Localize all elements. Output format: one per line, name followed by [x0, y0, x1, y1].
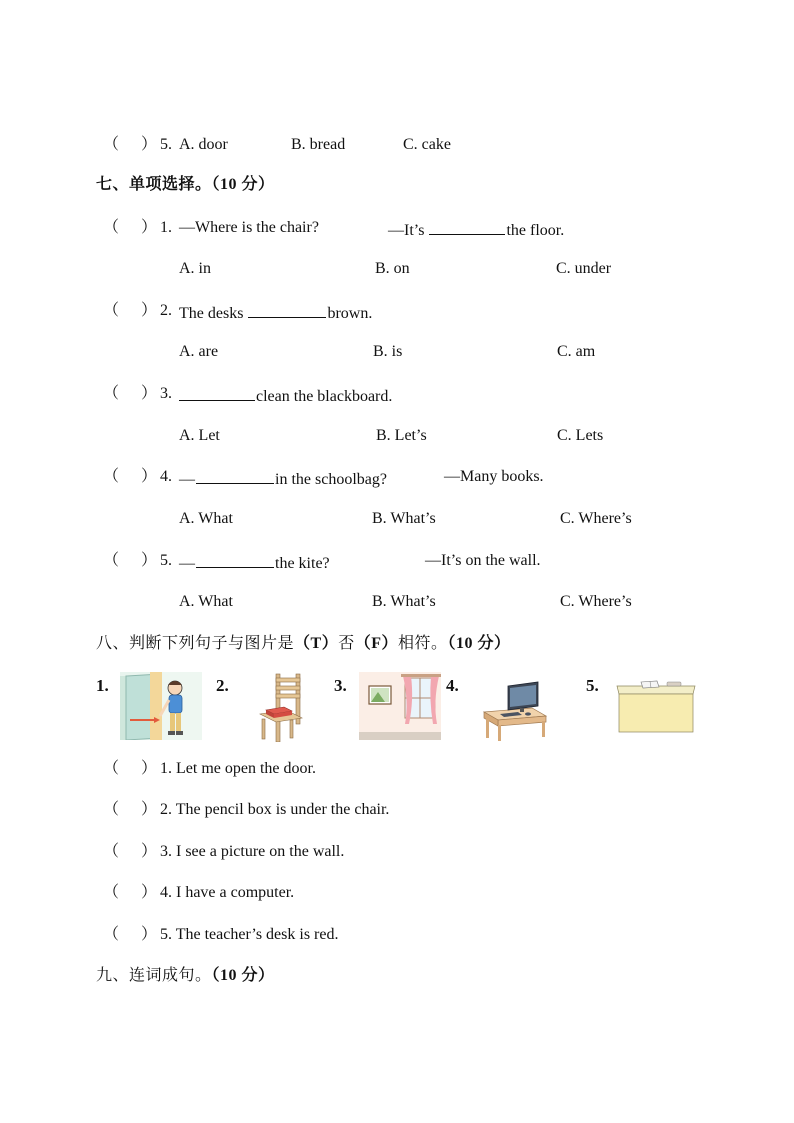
paren-open: （: [103, 843, 120, 860]
question-number: 2.: [160, 302, 172, 319]
option-b: B. on: [375, 260, 410, 277]
paren-open: （: [103, 760, 120, 777]
wall-picture: [359, 672, 441, 740]
item-text: Let me open the door.: [176, 760, 316, 777]
door-picture: [120, 672, 202, 740]
answer-text: [388, 218, 564, 241]
question-text: [179, 301, 372, 324]
option-c: C. Lets: [557, 427, 604, 444]
item-number: 4.: [160, 884, 172, 901]
option-a: A. What: [179, 593, 233, 610]
answer-text: —It’s on the wall.: [425, 552, 541, 569]
dash: —: [179, 471, 195, 488]
paren-close: ）: [141, 926, 158, 943]
question-number: 4.: [160, 468, 172, 485]
option-a: A. door: [179, 136, 228, 153]
question-suffix: clean the blackboard.: [256, 388, 393, 405]
section-9-title: 九、连词成句。: [96, 967, 212, 984]
item-number: 5.: [160, 926, 172, 943]
option-b: B. What’s: [372, 510, 436, 527]
question-text: —Where is the chair?: [179, 219, 319, 236]
question-suffix: in the schoolbag?: [275, 471, 387, 488]
answer-text: —Many books.: [444, 468, 544, 485]
item-text: The pencil box is under the chair.: [175, 801, 390, 818]
section-8-tail: 相符。: [398, 635, 448, 652]
dash: —: [179, 555, 195, 572]
option-c: C. Where’s: [560, 510, 632, 527]
answer-blank: [196, 467, 274, 484]
picture-number: 2.: [216, 676, 229, 695]
question-text: [179, 467, 387, 490]
item-text: I have a computer.: [176, 884, 295, 901]
option-c: C. under: [556, 260, 612, 277]
item-text: The teacher’s desk is red.: [175, 926, 339, 943]
paren-close: ）: [141, 843, 158, 860]
paren-close: ）: [141, 552, 158, 569]
picture-number: 4.: [446, 676, 459, 695]
paren-open: （: [103, 385, 120, 402]
option-a: A. Let: [179, 427, 220, 444]
item-number: 2.: [160, 801, 172, 818]
paren-open: （: [103, 219, 120, 236]
paren-close: ）: [141, 884, 158, 901]
answer-prefix: —It’s: [388, 222, 425, 239]
section-7-score: （10 分）: [211, 176, 275, 193]
judge-item: [160, 759, 316, 779]
option-a: A. are: [179, 343, 219, 360]
question-number: 5.: [160, 136, 172, 153]
question-prefix: The desks: [179, 305, 244, 322]
section-8-score: （10 分）: [447, 635, 511, 652]
judge-item: [160, 925, 338, 945]
question-row: [103, 135, 119, 155]
question-text: [179, 551, 330, 574]
paren-close: ）: [141, 136, 158, 153]
paren-open: （: [103, 884, 120, 901]
paren-open: （: [103, 801, 120, 818]
question-suffix: brown.: [327, 305, 373, 322]
section-8-title: 八、判断下列句子与图片是: [96, 635, 295, 652]
item-number: 1.: [160, 760, 172, 777]
option-b: B. What’s: [372, 593, 436, 610]
judge-item: [160, 800, 389, 820]
paren-close: ）: [141, 219, 158, 236]
section-9-heading: [96, 966, 275, 986]
question-suffix: the kite?: [275, 555, 330, 572]
question-text: [179, 384, 392, 407]
question-number: 5.: [160, 552, 172, 569]
paren-open: （: [103, 552, 120, 569]
option-b: B. bread: [291, 136, 346, 153]
item-text: I see a picture on the wall.: [176, 843, 345, 860]
chair-picture: [256, 672, 306, 742]
answer-suffix: the floor.: [506, 222, 565, 239]
option-c: C. am: [557, 343, 596, 360]
judge-item: [160, 883, 294, 903]
answer-blank: [429, 218, 505, 235]
picture-number: 1.: [96, 676, 109, 695]
section-7-heading: [96, 175, 275, 195]
paren-close: ）: [141, 468, 158, 485]
answer-blank: [196, 551, 274, 568]
paren-close: ）: [141, 760, 158, 777]
option-c: C. cake: [403, 136, 451, 153]
picture-number: 3.: [334, 676, 347, 695]
true-mark: （T）: [294, 635, 339, 652]
paren-open: （: [103, 302, 120, 319]
false-mark: （F）: [354, 635, 398, 652]
option-b: B. is: [373, 343, 403, 360]
paren-open: （: [103, 468, 120, 485]
question-number: 3.: [160, 385, 172, 402]
section-9-score: （10 分）: [211, 967, 275, 984]
option-a: A. What: [179, 510, 233, 527]
paren-close: ）: [141, 385, 158, 402]
picture-number: 5.: [586, 676, 599, 695]
paren-open: （: [103, 136, 120, 153]
computer-picture: [482, 672, 548, 742]
option-b: B. Let’s: [376, 427, 427, 444]
question-number: 1.: [160, 219, 172, 236]
or-word: 否: [338, 635, 355, 652]
section-8-heading: [96, 634, 511, 654]
judge-item: [160, 842, 344, 862]
item-number: 3.: [160, 843, 172, 860]
option-a: A. in: [179, 260, 211, 277]
teacher-desk-picture: [615, 678, 697, 734]
answer-blank: [179, 384, 255, 401]
section-7-title: 七、单项选择。: [96, 176, 212, 193]
answer-blank: [248, 301, 326, 318]
option-c: C. Where’s: [560, 593, 632, 610]
paren-close: ）: [141, 801, 158, 818]
paren-open: （: [103, 926, 120, 943]
paren-close: ）: [141, 302, 158, 319]
